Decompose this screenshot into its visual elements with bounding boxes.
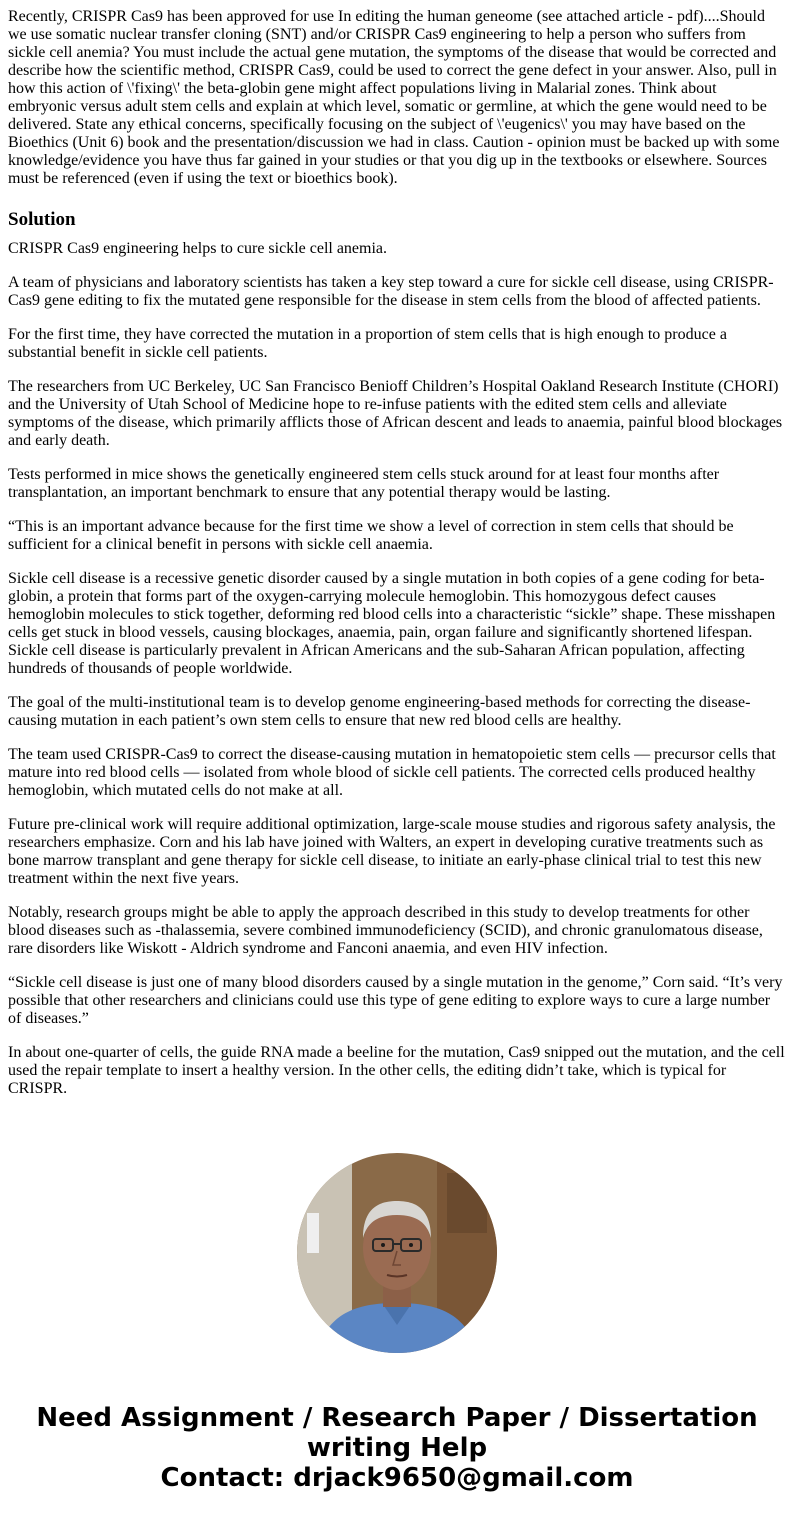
answer-paragraph: “Sickle cell disease is just one of many blood disorders caused by a single mutation in the genome,” Corn said. “It’s very possible that other researchers and clinicians could use this type of gene editing to explore ways to cure a large number of diseases.” [8,974,783,1027]
answer-paragraph: Tests performed in mice shows the genetically engineered stem cells stuck around for at least four months after transplantation, an important benchmark to ensure that any potential therapy would be lasting. [8,466,720,501]
answer-paragraph: “This is an important advance because for the first time we show a level of correction in stem cells that should be sufficient for a clinical benefit in persons with sickle cell anaemia. [8,518,734,553]
answer-paragraph: A team of physicians and laboratory scientists has taken a key step toward a cure for sickle cell disease, using CRISPR-Cas9 gene editing to fix the mutated gene responsible for the disease in stem cells from the blood of affected patients. [8,274,774,309]
answer-paragraph: The goal of the multi-institutional team is to develop genome engineering-based methods for correcting the disease-causing mutation in each patient’s own stem cells to ensure that new red blood cells are healthy. [8,694,751,729]
author-photo-illustration [297,1153,497,1353]
author-photo [297,1153,497,1353]
answer-body [8,240,786,1098]
answer-paragraph: Sickle cell disease is a recessive genetic disorder caused by a single mutation in both copies of a gene coding for beta-globin, a protein that forms part of the oxygen-carrying molecule hemoglobin. This homozygous defect causes hemoglobin molecules to stick together, deforming red blood cells into a characteristic “sickle” shape. These misshapen cells get stuck in blood vessels, causing blockages, anaemia, pain, organ failure and significantly shortened lifespan. Sickle cell disease is particularly prevalent in African Americans and the sub-Saharan African population, affecting hundreds of thousands of people worldwide. [8,570,776,677]
promo-line-2: writing Help [306,1433,488,1463]
answer-paragraph: Future pre-clinical work will require additional optimization, large-scale mouse studies and rigorous safety analysis, the researchers emphasize. Corn and his lab have joined with Walters, an expert in developing curative treatments such as bone marrow transplant and gene therapy for sickle cell disease, to initiate an early-phase clinical trial to test this new treatment within the next five years. [8,816,776,887]
answer-paragraph: For the first time, they have corrected the mutation in a proportion of stem cells that is high enough to produce a substantial benefit in sickle cell patients. [8,326,727,361]
promo-banner [0,1403,794,1493]
solution-heading: Solution [8,209,76,230]
answer-paragraph: The team used CRISPR-Cas9 to correct the disease-causing mutation in hematopoietic stem cells — precursor cells that mature into red blood cells — isolated from whole blood of sickle cell patients. The corrected cells produced healthy hemoglobin, which mutated cells do not make at all. [8,746,776,799]
answer-paragraph: In about one-quarter of cells, the guide RNA made a beeline for the mutation, Cas9 snipped out the mutation, and the cell used the repair template to insert a healthy version. In the other cells, the editing didn’t take, which is typical for CRISPR. [8,1044,785,1097]
answer-paragraph: The researchers from UC Berkeley, UC San Francisco Benioff Children’s Hospital Oakland Research Institute (CHORI) and the University of Utah School of Medicine hope to re-infuse patients with the edited stem cells and alleviate symptoms of the disease, which primarily afflicts those of African descent and leads to anaemia, painful blood blockages and early death. [8,378,783,449]
promo-contact-line: Contact: drjack9650@gmail.com [160,1463,634,1493]
promo-line-1: Need Assignment / Research Paper / Dissertation [36,1403,758,1433]
question-text: Recently, CRISPR Cas9 has been approved for use In editing the human geneome (see attached article - pdf)....Should we use somatic nuclear transfer cloning (SNT) and/or CRISPR Cas9 engineering to help a person who suffers from sickle cell anemia? You must include the actual gene mutation, the symptoms of the disease that would be corrected and describe how the scientific method, CRISPR Cas9, could be used to correct the gene defect in your answer. Also, pull in how this action of \'fixing\' the beta-globin gene might affect populations living in Malarial zones. Think about embryonic versus adult stem cells and explain at which level, somatic or germline, at which the gene would need to be delivered. State any ethical concerns, specifically focusing on the subject of \'eugenics\' you may have based on the Bioethics (Unit 6) book and the presentation/discussion we had in class. Caution - opinion must be backed up with some knowledge/evidence you have thus far gained in your studies or that you dig up in the textbooks or elsewhere. Sources must be referenced (even if using the text or bioethics book). [8,8,780,187]
answer-paragraph: Notably, research groups might be able to apply the approach described in this study to develop treatments for other blood diseases such as -thalassemia, severe combined immunodeficiency (SCID), and chronic granulomatous disease, rare disorders like Wiskott - Aldrich syndrome and Fanconi anaemia, and even HIV infection. [8,904,763,957]
answer-paragraph: CRISPR Cas9 engineering helps to cure sickle cell anemia. [8,240,388,257]
